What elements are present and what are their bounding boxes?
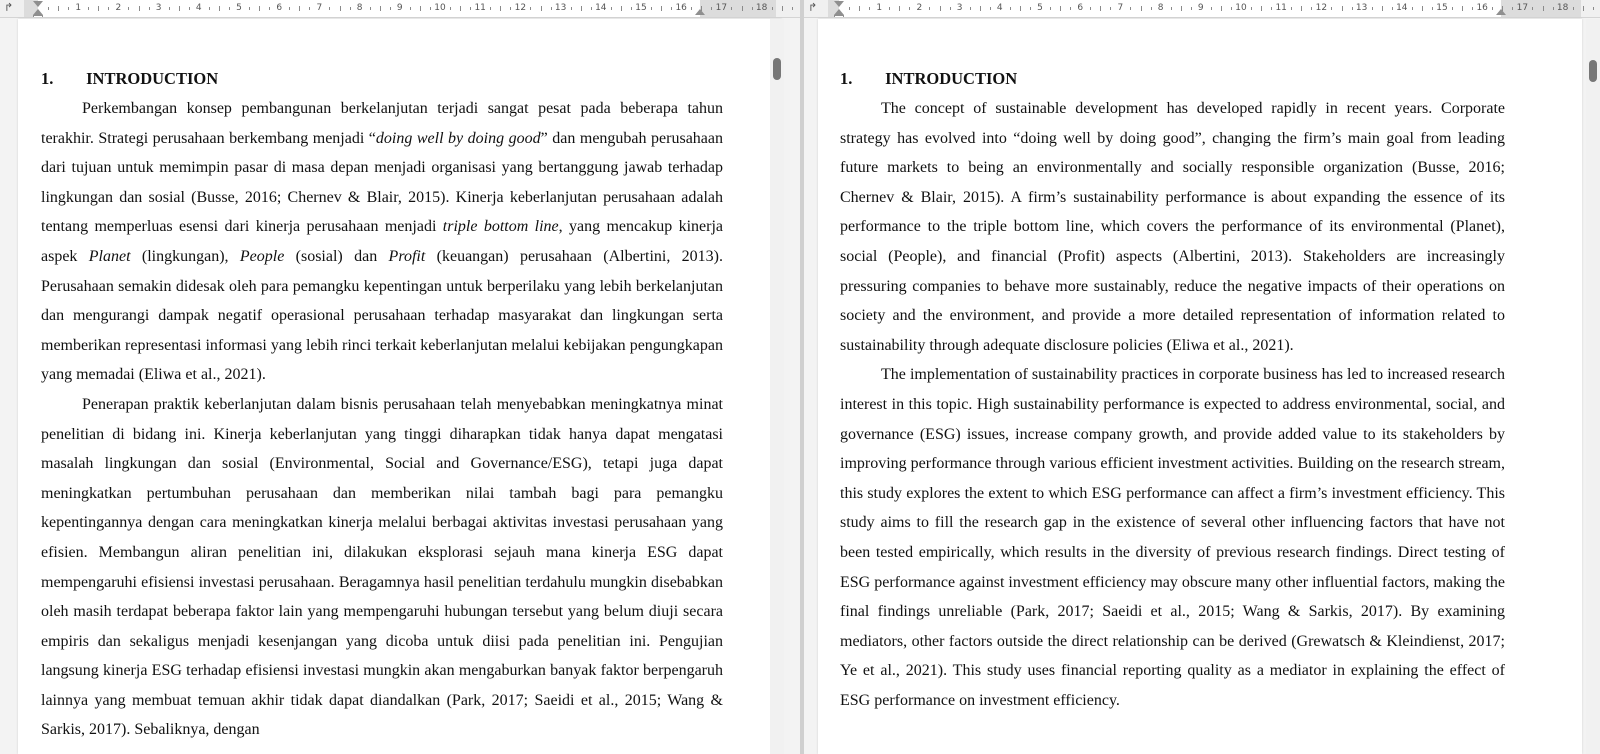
ruler-tick [1432, 7, 1433, 10]
ruler-tick [1030, 7, 1031, 10]
ruler-number: 12 [1315, 3, 1328, 13]
scrollbar-thumb[interactable] [773, 58, 781, 80]
ruler-tick [1311, 7, 1312, 10]
ruler-number: 3 [956, 3, 963, 13]
ruler-tick [621, 6, 622, 11]
ruler-tick [1221, 6, 1222, 11]
right-indent-marker[interactable] [1496, 9, 1506, 15]
ruler-number: 9 [396, 3, 403, 13]
ruler-tick [1502, 6, 1503, 11]
text-run: The implementation of sustainability practices in corporate business has led to increased research interest in this topic. High sustainability performance is expected to address environmental, social, and governance (ESG) issues, increase company growth, and provide added value to its stakeholders by improving performance through various efficient investment activities. Building on the research stream, this study explores the extent to which ESG performance can affect a firm’s investment efficiency. This study aims to fill the research gap in the existence of several other influencing factors that have not been tested empirically, which results in the diversity of previous research findings. Direct testing of ESG performance against investment efficiency may obscure many other influential factors, making the final findings unreliable (Park, 2017; Saeidi et al., 2015; Wang & Sarkis, 2017). By examining mediators, other factors outside the direct relationship can be derived (Grewatsch & Kleindienst, 2017; Ye et al., 2021). This study uses financial reporting quality as a mediator in explaining the effect of ESG performance on investment efficiency. [840, 366, 1505, 709]
paragraph[interactable] [41, 94, 723, 390]
ruler-tick [530, 7, 531, 10]
ruler-number: 11 [1275, 3, 1287, 13]
ruler-tick [139, 6, 140, 11]
right-indent-marker[interactable] [695, 9, 705, 15]
ruler-tick [58, 6, 59, 11]
italic-text: triple bottom line [442, 218, 559, 236]
ruler-tick [1532, 7, 1533, 10]
ruler-tick [189, 7, 190, 10]
ruler-tick [229, 7, 230, 10]
ruler-number: 17 [715, 3, 728, 13]
ruler-tick [1271, 7, 1272, 10]
ruler-tick [450, 7, 451, 10]
paragraph[interactable] [840, 360, 1505, 715]
ruler-tick [350, 7, 351, 10]
ruler-number: 13 [554, 3, 567, 13]
ruler-tick [792, 7, 793, 10]
ruler-tick [711, 7, 712, 10]
ruler-tick [380, 6, 381, 11]
left-indent-marker[interactable] [834, 15, 844, 18]
ruler-tick [731, 7, 732, 10]
tab-stop-icon[interactable]: ↱ [4, 1, 14, 14]
section-title: INTRODUCTION [86, 69, 219, 88]
ruler-tick [510, 7, 511, 10]
section-heading [840, 64, 1505, 94]
ruler-tick [269, 7, 270, 10]
ruler-tick [1100, 6, 1101, 11]
ruler-number: 8 [356, 3, 363, 13]
ruler-tick [98, 6, 99, 11]
section-heading [41, 64, 723, 94]
ruler-tick [651, 7, 652, 10]
ruler-tick [329, 7, 330, 10]
italic-text: Profit [388, 247, 426, 265]
ruler-tick [541, 6, 542, 11]
ruler-tick [219, 6, 220, 11]
section-title: INTRODUCTION [885, 69, 1018, 88]
ruler-tick [859, 6, 860, 11]
text-run: ” dan mengubah perusahaan dari tujuan untuk memimpin pasar di masa depan menjadi organisasi yang bertanggung jawab terhadap lingkungan dan sosial (Busse, 2016; Chernev & Blair, 2015). Kinerja keberlanjutan perusahaan adalah tentang memperluas esensi dari kinerja perusahaan menjadi [41, 129, 724, 236]
scrollbar-thumb[interactable] [1589, 60, 1597, 82]
text-run: (lingkungan), [130, 247, 240, 265]
ruler-tick [1492, 7, 1493, 10]
section-number: 1. [41, 69, 54, 88]
ruler-tick [1070, 7, 1071, 10]
italic-text: doing well by doing good [375, 129, 541, 147]
ruler-tick [1141, 6, 1142, 11]
ruler-tick [950, 7, 951, 10]
first-line-indent-marker[interactable] [33, 1, 43, 7]
ruler-number: 8 [1157, 3, 1164, 13]
ruler-tick [782, 6, 783, 11]
first-line-indent-marker[interactable] [834, 1, 844, 7]
ruler-number: 12 [514, 3, 527, 13]
text-run: (keuangan) perusahaan (Albertini, 2013). Perusahaan semakin didesak oleh para pemangku kepentingan untuk berperilaku yang lebih berkelanjutan dan mengurangi dampak negatif operasional perusahaan terhadap masyarakat dan lingkungan serta memberikan representasi informasi yang lebih rinci terkait keberlanjutan melalui kebijakan pengungkapan yang memadai (Eliwa et al., 2021). [41, 247, 724, 384]
ruler-tick [869, 7, 870, 10]
ruler-tick [1090, 7, 1091, 10]
ruler-number: 6 [1077, 3, 1084, 13]
ruler-tick [661, 6, 662, 11]
ruler-tick [1130, 7, 1131, 10]
ruler-number: 7 [1117, 3, 1124, 13]
ruler-tick [88, 7, 89, 10]
ruler-tick [1412, 7, 1413, 10]
ruler-tick [1372, 7, 1373, 10]
ruler-tick [1191, 7, 1192, 10]
ruler-tick [1462, 6, 1463, 11]
text-run: Perkembangan konsep pembangunan berkelanjutan terjadi sangat pesat pada beberapa tahun terakhir. Strategi perusahaan berkembang menjadi “ [41, 100, 723, 147]
ruler-tick [1352, 7, 1353, 10]
ruler-tick [1020, 6, 1021, 11]
ruler-tick [1261, 6, 1262, 11]
ruler-tick [299, 6, 300, 11]
ruler-tick [631, 7, 632, 10]
ruler-number: 6 [276, 3, 283, 13]
ruler-tick [1583, 6, 1584, 11]
ruler-number: 15 [1436, 3, 1448, 13]
ruler-number: 10 [434, 3, 446, 13]
ruler-number: 11 [474, 3, 486, 13]
ruler-number: 5 [236, 3, 242, 13]
document-page[interactable] [18, 19, 782, 754]
ruler-number: 16 [675, 3, 687, 13]
ruler-tick [249, 7, 250, 10]
paragraph[interactable] [840, 94, 1505, 360]
vertical-scrollbar[interactable] [770, 19, 784, 754]
ruler-number: 16 [1476, 3, 1488, 13]
ruler-tick [970, 7, 971, 10]
ruler-tick [889, 7, 890, 10]
ruler-tick [591, 7, 592, 10]
ruler-tick [1392, 7, 1393, 10]
horizontal-ruler[interactable] [0, 0, 800, 18]
ruler-number: 15 [635, 3, 647, 13]
ruler-tick [581, 6, 582, 11]
right-document-pane[interactable] [804, 0, 1600, 754]
ruler-number: 10 [1235, 3, 1247, 13]
ruler-tick [772, 7, 773, 10]
ruler-tick [1151, 7, 1152, 10]
ruler-number: 18 [755, 3, 768, 13]
ruler-tick [179, 6, 180, 11]
italic-text: Planet [88, 247, 131, 265]
ruler-tick [420, 6, 421, 11]
ruler-tick [1422, 6, 1423, 11]
ruler-tick [1231, 7, 1232, 10]
ruler-number: 18 [1556, 3, 1569, 13]
ruler-tick [169, 7, 170, 10]
ruler-tick [1050, 7, 1051, 10]
ruler-tick [410, 7, 411, 10]
ruler-tick [691, 7, 692, 10]
ruler-tick [209, 7, 210, 10]
text-run: The concept of sustainable development has developed rapidly in recent years. Corporate strategy has evolved into “doing well by doing good”, changing the firm’s main goal from leading future markets to being an environmentally and socially responsible organization (Busse, 2016; Chernev & Blair, 2015). A firm’s sustainability performance is about expanding the essence of its performance to the triple bottom line, which covers the performance of its environmental (Planet), social (People), and financial (Profit) aspects (Albertini, 2013). Stakeholders are increasingly pressuring companies to behave more sustainably, reduce the negative impacts of their operations on society and the environment, and provide a more detailed representation of information related to sustainability through adequate disclosure policies (Eliwa et al., 2021). [840, 100, 1505, 354]
ruler-number: 1 [876, 3, 883, 13]
ruler-tick [929, 7, 930, 10]
ruler-tick [701, 6, 702, 11]
ruler-tick [370, 7, 371, 10]
ruler-tick [149, 7, 150, 10]
text-run: , yang mencakup kinerja aspek [41, 218, 724, 265]
ruler-tick [1291, 7, 1292, 10]
ruler-number: 3 [155, 3, 162, 13]
ruler-tick [899, 6, 900, 11]
ruler-tick [48, 7, 49, 10]
tab-stop-icon[interactable]: ↱ [808, 1, 818, 14]
document-page[interactable] [818, 19, 1582, 754]
ruler-tick [460, 6, 461, 11]
ruler-tick [1472, 7, 1473, 10]
ruler-tick [1301, 6, 1302, 11]
ruler-tick [500, 6, 501, 11]
ruler-tick [1342, 6, 1343, 11]
ruler-tick [980, 6, 981, 11]
ruler-number: 1 [75, 3, 82, 13]
ruler-tick [309, 7, 310, 10]
ruler-tick [128, 7, 129, 10]
section-number: 1. [840, 69, 853, 88]
ruler-tick [108, 7, 109, 10]
text-run: Penerapan praktik keberlanjutan dalam bisnis perusahaan telah menyebabkan meningkatnya minat penelitian di bidang ini. Kinerja keberlanjutan yang tinggi diharapkan tidak hanya dapat mengatasi masalah lingkungan dan sosial (Environmental, Social and Governance/ESG), tetapi juga dapat meningkatkan pertumbuhan perusahaan dan memberikan nilai tambah bagi para pemangku kepentingannya dengan cara meningkatkan kinerja melalui berbagai aktivitas investasi perusahaan yang efisien. Membangun aliran penelitian ini, dilakukan eksplorasi sejauh mana kinerja ESG dapat mempengaruhi efisiensi investasi perusahaan. Beragamnya hasil penelitian terdahulu mungkin disebabkan oleh masih terdapat beberapa faktor lain yang mempengaruhi hubungan tersebut yang belum diuji secara empiris dan sekaligus menjadi kesenjangan yang dicoba untuk diisi pada penelitian ini. Pengujian langsung kinerja ESG terhadap efisiensi investasi mungkin akan mengaburkan banyak faktor berpengaruh lainnya yang membuat temuan akhir tidak dapat diandalkan (Park, 2017; Saeidi et al., 2015; Wang & Sarkis, 2017). Sebaliknya, dengan [41, 395, 723, 739]
document-body[interactable] [41, 64, 723, 745]
ruler-tick [940, 6, 941, 11]
ruler-tick [611, 7, 612, 10]
ruler-tick [1010, 7, 1011, 10]
ruler-tick [1211, 7, 1212, 10]
ruler-tick [1553, 7, 1554, 10]
ruler-tick [1060, 6, 1061, 11]
ruler-tick [1171, 7, 1172, 10]
ruler-tick [430, 7, 431, 10]
ruler-tick [849, 7, 850, 10]
ruler-tick [990, 7, 991, 10]
ruler-tick [742, 6, 743, 11]
ruler-number: 4 [996, 3, 1003, 13]
horizontal-ruler[interactable] [804, 0, 1600, 18]
ruler-tick [1331, 7, 1332, 10]
ruler-tick [490, 7, 491, 10]
ruler-number: 13 [1355, 3, 1368, 13]
text-run: (sosial) dan [284, 247, 389, 265]
vertical-scrollbar[interactable] [1586, 19, 1600, 754]
ruler-number: 2 [916, 3, 923, 13]
ruler-tick [1452, 7, 1453, 10]
ruler-tick [1110, 7, 1111, 10]
ruler-tick [551, 7, 552, 10]
ruler-tick [289, 7, 290, 10]
ruler-tick [1512, 7, 1513, 10]
ruler-number: 14 [1396, 3, 1408, 13]
ruler-tick [470, 7, 471, 10]
ruler-tick [1251, 7, 1252, 10]
ruler-number: 2 [115, 3, 122, 13]
ruler-tick [752, 7, 753, 10]
ruler-tick [571, 7, 572, 10]
ruler-tick [909, 7, 910, 10]
ruler-tick [1382, 6, 1383, 11]
ruler-tick [68, 7, 69, 10]
ruler-number: 14 [595, 3, 607, 13]
ruler-tick [259, 6, 260, 11]
paragraph[interactable] [41, 390, 723, 745]
ruler-number: 5 [1037, 3, 1043, 13]
ruler-number: 7 [316, 3, 323, 13]
ruler-tick [1573, 7, 1574, 10]
ruler-tick [671, 7, 672, 10]
ruler-tick [1181, 6, 1182, 11]
italic-text: People [239, 247, 285, 265]
ruler-tick [340, 6, 341, 11]
left-indent-marker[interactable] [33, 15, 43, 18]
document-body[interactable] [840, 64, 1505, 715]
ruler-tick [1593, 7, 1594, 10]
ruler-number: 9 [1197, 3, 1204, 13]
ruler-tick [390, 7, 391, 10]
ruler-tick [1543, 6, 1544, 11]
ruler-number: 17 [1516, 3, 1529, 13]
ruler-number: 4 [195, 3, 202, 13]
